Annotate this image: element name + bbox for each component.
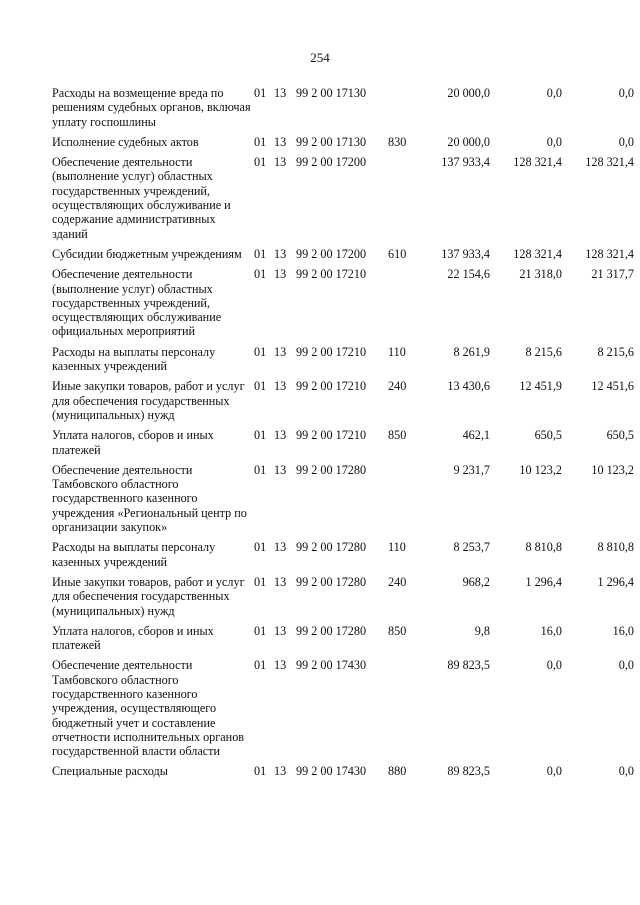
amount-year-2: 8 215,6 bbox=[525, 344, 562, 359]
target-article-code: 99 2 00 17280 bbox=[296, 574, 367, 589]
section-code: 01 bbox=[254, 623, 267, 638]
target-article-code: 99 2 00 17130 bbox=[296, 86, 367, 100]
target-article-code: 99 2 00 17280 bbox=[296, 540, 367, 555]
amount-year-1: 89 823,5 bbox=[447, 658, 490, 673]
subsection-code: 13 bbox=[274, 462, 287, 477]
expense-type-code: 110 bbox=[388, 344, 406, 359]
section-code: 01 bbox=[254, 658, 267, 673]
section-code: 01 bbox=[254, 379, 267, 394]
section-code: 01 bbox=[254, 462, 267, 477]
amount-year-3: 0,0 bbox=[618, 86, 634, 100]
row-name: Субсидии бюджетным учреждениям bbox=[52, 246, 242, 261]
amount-year-2: 0,0 bbox=[546, 134, 562, 149]
table-row bbox=[52, 658, 634, 764]
table-row bbox=[52, 624, 634, 659]
amount-year-1: 20 000,0 bbox=[447, 86, 490, 100]
section-code: 01 bbox=[254, 574, 267, 589]
subsection-code: 13 bbox=[274, 540, 287, 555]
table-row bbox=[52, 86, 634, 135]
table-row bbox=[52, 463, 634, 540]
row-name: Иные закупки товаров, работ и услуг для обеспечения государственных (муниципальных) нужд bbox=[52, 379, 245, 422]
amount-year-1: 8 253,7 bbox=[453, 540, 490, 555]
section-code: 01 bbox=[254, 246, 267, 261]
amount-year-3: 0,0 bbox=[618, 134, 634, 149]
section-code: 01 bbox=[254, 86, 267, 100]
amount-year-2: 12 451,9 bbox=[519, 379, 562, 394]
row-name: Расходы на выплаты персоналу казенных учреждений bbox=[52, 540, 216, 569]
amount-year-3: 0,0 bbox=[618, 764, 634, 779]
amount-year-3: 16,0 bbox=[612, 623, 634, 638]
amount-year-1: 8 261,9 bbox=[453, 344, 490, 359]
subsection-code: 13 bbox=[274, 574, 287, 589]
row-name: Обеспечение деятельности (выполнение услуг) областных государственных учреждений, осуществляющих обслуживание официальных мероприятий bbox=[52, 267, 222, 339]
table-row bbox=[52, 345, 634, 380]
subsection-code: 13 bbox=[274, 155, 287, 170]
section-code: 01 bbox=[254, 155, 267, 170]
table-row bbox=[52, 540, 634, 575]
amount-year-2: 21 318,0 bbox=[519, 267, 562, 282]
amount-year-3: 1 296,4 bbox=[597, 574, 634, 589]
budget-table-body bbox=[52, 86, 634, 785]
row-name: Обеспечение деятельности Тамбовского областного государственного казенного учреждения, осуществляющего бюджетный учет и составление отчетности исполнительных органов государственной власти области bbox=[52, 658, 245, 759]
expense-type-code bbox=[388, 86, 418, 135]
table-row bbox=[52, 267, 634, 344]
subsection-code: 13 bbox=[274, 134, 287, 149]
row-name: Исполнение судебных актов bbox=[52, 134, 199, 149]
expense-type-code bbox=[388, 658, 418, 764]
table-row bbox=[52, 247, 634, 267]
amount-year-1: 462,1 bbox=[462, 428, 490, 443]
amount-year-1: 9,8 bbox=[474, 623, 490, 638]
row-name: Уплата налогов, сборов и иных платежей bbox=[52, 623, 214, 653]
amount-year-3: 8 215,6 bbox=[597, 344, 634, 359]
target-article-code: 99 2 00 17210 bbox=[296, 344, 367, 359]
amount-year-1: 968,2 bbox=[462, 574, 490, 589]
section-code: 01 bbox=[254, 540, 267, 555]
amount-year-3: 650,5 bbox=[606, 428, 634, 443]
target-article-code: 99 2 00 17280 bbox=[296, 462, 367, 477]
target-article-code: 99 2 00 17130 bbox=[296, 134, 367, 149]
expense-type-code: 610 bbox=[388, 246, 407, 261]
target-article-code: 99 2 00 17200 bbox=[296, 246, 367, 261]
subsection-code: 13 bbox=[274, 246, 287, 261]
amount-year-2: 16,0 bbox=[540, 623, 562, 638]
amount-year-2: 0,0 bbox=[546, 764, 562, 779]
amount-year-3: 128 321,4 bbox=[585, 246, 634, 261]
amount-year-3: 10 123,2 bbox=[591, 462, 634, 477]
subsection-code: 13 bbox=[274, 267, 287, 282]
amount-year-3: 12 451,6 bbox=[591, 379, 634, 394]
target-article-code: 99 2 00 17210 bbox=[296, 267, 367, 282]
table-row bbox=[52, 155, 634, 247]
expense-type-code: 830 bbox=[388, 134, 407, 149]
subsection-code: 13 bbox=[274, 86, 287, 100]
amount-year-2: 10 123,2 bbox=[519, 462, 562, 477]
amount-year-2: 1 296,4 bbox=[525, 574, 562, 589]
amount-year-2: 128 321,4 bbox=[513, 155, 562, 170]
amount-year-1: 13 430,6 bbox=[447, 379, 490, 394]
expense-type-code: 850 bbox=[388, 623, 407, 638]
subsection-code: 13 bbox=[274, 764, 287, 779]
target-article-code: 99 2 00 17200 bbox=[296, 155, 367, 170]
amount-year-2: 128 321,4 bbox=[513, 246, 562, 261]
section-code: 01 bbox=[254, 344, 267, 359]
row-name: Расходы на возмещение вреда по решениям судебных органов, включая уплату госпошлины bbox=[52, 86, 251, 129]
amount-year-1: 137 933,4 bbox=[441, 246, 490, 261]
target-article-code: 99 2 00 17280 bbox=[296, 623, 367, 638]
amount-year-3: 0,0 bbox=[618, 658, 634, 673]
row-name: Расходы на выплаты персоналу казенных учреждений bbox=[52, 344, 216, 374]
amount-year-1: 9 231,7 bbox=[453, 462, 490, 477]
subsection-code: 13 bbox=[274, 428, 287, 443]
target-article-code: 99 2 00 17430 bbox=[296, 658, 367, 673]
row-name: Обеспечение деятельности (выполнение услуг) областных государственных учреждений, осуществляющих обслуживание и содержание административных зданий bbox=[52, 155, 231, 241]
amount-year-1: 89 823,5 bbox=[447, 764, 490, 779]
target-article-code: 99 2 00 17210 bbox=[296, 379, 367, 394]
amount-year-2: 8 810,8 bbox=[525, 540, 562, 555]
subsection-code: 13 bbox=[274, 623, 287, 638]
subsection-code: 13 bbox=[274, 379, 287, 394]
subsection-code: 13 bbox=[274, 658, 287, 673]
row-name: Уплата налогов, сборов и иных платежей bbox=[52, 428, 214, 457]
table-row bbox=[52, 428, 634, 463]
table-row bbox=[52, 135, 634, 155]
expense-type-code: 240 bbox=[388, 574, 407, 589]
section-code: 01 bbox=[254, 267, 267, 282]
expense-type-code: 880 bbox=[388, 764, 407, 779]
section-code: 01 bbox=[254, 428, 267, 443]
amount-year-1: 137 933,4 bbox=[441, 155, 490, 170]
section-code: 01 bbox=[254, 134, 267, 149]
amount-year-2: 650,5 bbox=[534, 428, 562, 443]
amount-year-3: 8 810,8 bbox=[597, 540, 634, 555]
amount-year-3: 21 317,7 bbox=[591, 267, 634, 282]
amount-year-2: 0,0 bbox=[546, 86, 562, 100]
amount-year-1: 22 154,6 bbox=[447, 267, 490, 282]
section-code: 01 bbox=[254, 764, 267, 779]
row-name: Специальные расходы bbox=[52, 764, 168, 779]
amount-year-1: 20 000,0 bbox=[447, 134, 490, 149]
expense-type-code bbox=[388, 267, 418, 344]
target-article-code: 99 2 00 17430 bbox=[296, 764, 367, 779]
expense-type-code: 110 bbox=[388, 540, 406, 555]
page-number: 254 bbox=[310, 50, 330, 65]
target-article-code: 99 2 00 17210 bbox=[296, 428, 367, 443]
row-name: Обеспечение деятельности Тамбовского областного государственного казенного учреждения «Региональный центр по организации закупок» bbox=[52, 462, 247, 535]
expense-type-code bbox=[388, 463, 418, 540]
subsection-code: 13 bbox=[274, 344, 287, 359]
table-row bbox=[52, 575, 634, 624]
budget-table bbox=[52, 86, 634, 785]
amount-year-2: 0,0 bbox=[546, 658, 562, 673]
table-row bbox=[52, 764, 634, 784]
row-name: Иные закупки товаров, работ и услуг для обеспечения государственных (муниципальных) нужд bbox=[52, 574, 245, 618]
expense-type-code bbox=[388, 155, 418, 247]
amount-year-3: 128 321,4 bbox=[585, 155, 634, 170]
expense-type-code: 240 bbox=[388, 379, 407, 394]
expense-type-code: 850 bbox=[388, 428, 407, 443]
table-row bbox=[52, 379, 634, 428]
